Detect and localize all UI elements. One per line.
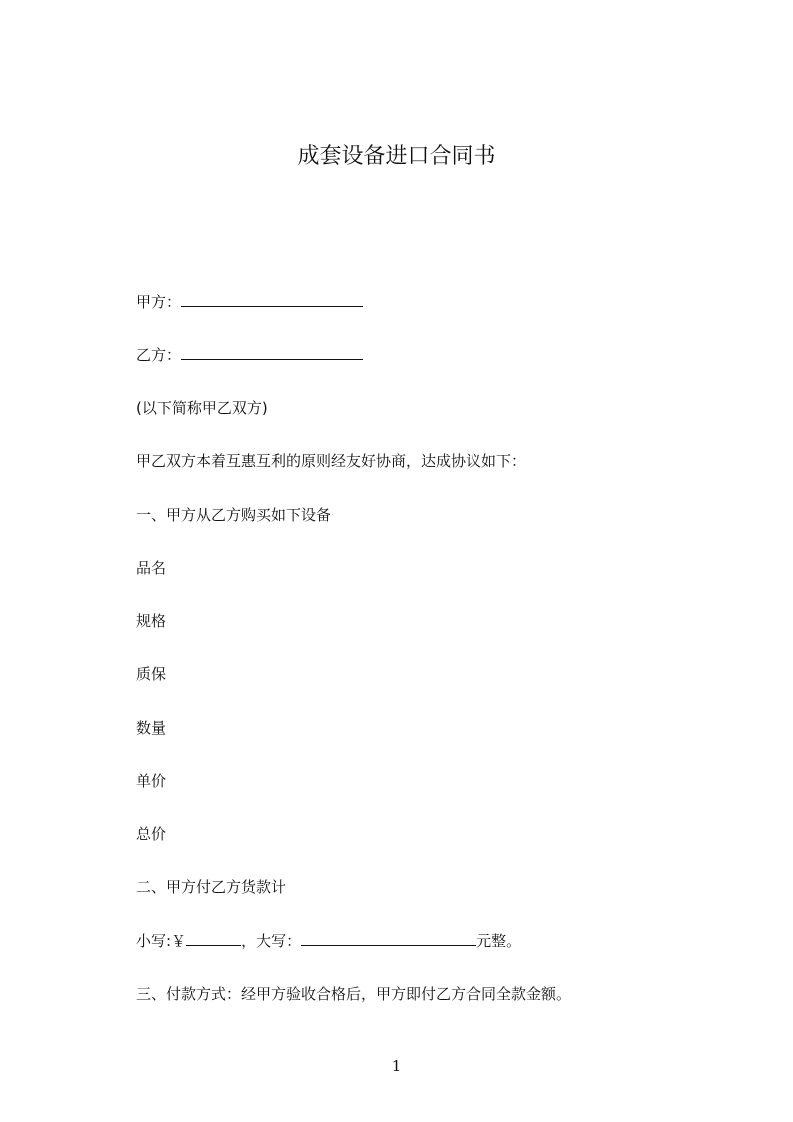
party-b-blank[interactable] — [181, 345, 363, 360]
amount-capital-blank[interactable] — [301, 931, 476, 946]
party-a-label: 甲方： — [136, 293, 182, 311]
item-unit-price-label: 单价 — [136, 772, 167, 790]
item-warranty-label: 质保 — [136, 665, 167, 683]
item-quantity-label: 数量 — [136, 719, 167, 737]
party-b-label: 乙方： — [136, 346, 182, 364]
item-total-price-label: 总价 — [136, 825, 167, 843]
clause-2-heading: 二、甲方付乙方货款计 — [136, 878, 287, 896]
page-title: 成套设备进口合同书 — [297, 144, 496, 169]
amount-small-blank[interactable] — [186, 931, 241, 946]
item-spec-label: 规格 — [136, 612, 167, 630]
abbreviation-note: (以下简称甲乙双方) — [136, 399, 268, 417]
preamble-text: 甲乙双方本着互惠互利的原则经友好协商，达成协议如下： — [136, 452, 527, 470]
item-name-label: 品名 — [136, 559, 167, 577]
page-number: 1 — [391, 1057, 402, 1075]
amount-separator: ，大写： — [241, 932, 302, 950]
party-b-line — [136, 345, 363, 365]
clause-3-text: 三、付款方式：经甲方验收合格后，甲方即付乙方合同全款金额。 — [136, 985, 572, 1003]
party-a-line — [136, 292, 363, 312]
amount-small-label: 小写:￥ — [136, 932, 187, 950]
clause-1-heading: 一、甲方从乙方购买如下设备 — [136, 506, 332, 524]
amount-line — [136, 931, 521, 951]
amount-suffix: 元整。 — [476, 932, 522, 950]
party-a-blank[interactable] — [181, 292, 363, 307]
